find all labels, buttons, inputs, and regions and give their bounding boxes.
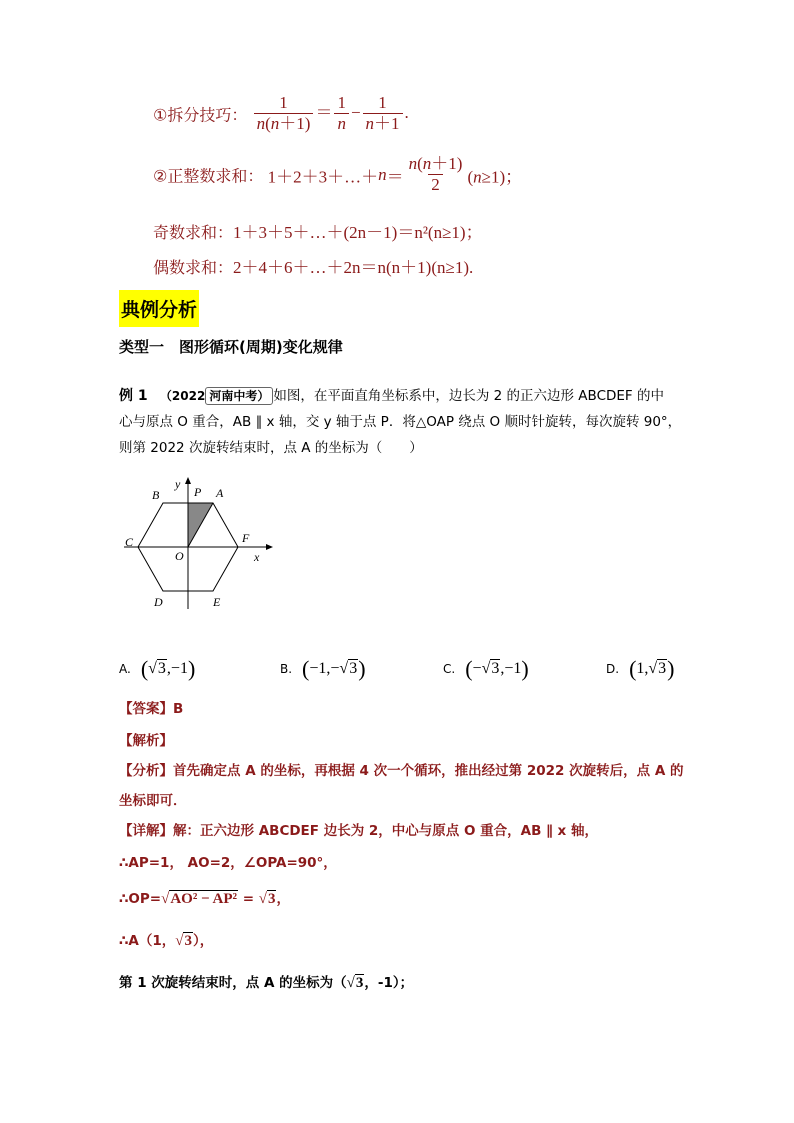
step-1: ∴AP=1， AO=2，∠OPA=90°，: [119, 855, 337, 871]
sqrt: √3: [346, 975, 364, 991]
label-a: A: [216, 486, 224, 500]
hexagon-figure: [118, 474, 278, 614]
fraction: $\frac{1}{n}$: [334, 94, 349, 134]
formula-body: 1＋3＋5＋…＋(2n－1)＝n²(n≥1)；: [233, 223, 483, 242]
analysis-label: 【解析】: [119, 733, 173, 749]
section-heading: 典例分析: [119, 290, 199, 327]
example-label: 例 1: [119, 388, 148, 404]
formula-lhs: 1＋2＋3＋…＋: [267, 167, 379, 187]
answer-value: B: [173, 701, 184, 717]
fenxi-text: 坐标即可．: [119, 793, 187, 809]
formula-label: 偶数求和：: [153, 258, 234, 277]
step-3: ∴A（1，√3），: [119, 928, 213, 954]
sqrt: √3: [481, 660, 500, 677]
formula-odd-sum: [153, 218, 483, 243]
label-p: P: [194, 485, 202, 499]
question-line: 心与原点 O 重合，AB ∥ x 轴，交 y 轴于点 P．将△OAP 绕点 O 顺时针旋转，每次旋转 90°，: [119, 414, 682, 430]
option-c[interactable]: C. (−√3,−1): [443, 656, 529, 681]
question-line: 如图，在平面直角坐标系中，边长为 2 的正六边形 ABCDEF 的中: [273, 388, 664, 404]
fraction: $\frac{1}{n(n+1)}$: [254, 94, 314, 134]
x-axis-arrow: [266, 544, 273, 550]
label-d: D: [154, 595, 163, 609]
question-line: 则第 2022 次旋转结束时，点 A 的坐标为（ ）: [119, 440, 423, 456]
analysis-fenxi: [119, 756, 699, 816]
option-key: C.: [443, 662, 456, 676]
fenxi-label: 【分析】: [119, 763, 173, 779]
option-b[interactable]: B. (−1,−√3): [280, 656, 366, 681]
answer-label: 【答案】: [119, 701, 173, 717]
option-key: D.: [606, 662, 620, 676]
formula-even-sum: [153, 253, 473, 278]
option-key: A.: [119, 662, 131, 676]
step-4: 第 1 次旋转结束时，点 A 的坐标为（√3，-1）；: [119, 970, 413, 996]
fraction: $\frac{1}{n+1}$: [363, 94, 403, 134]
sqrt: √3: [148, 660, 166, 677]
detail-label: 【详解】: [119, 823, 173, 839]
source-badge: 河南中考）: [205, 387, 273, 405]
sqrt: √3: [175, 933, 192, 949]
label-c: C: [125, 535, 134, 549]
fenxi-text: 首先确定点 A 的坐标，再根据 4 次一个循环，推出经过第 2022 次旋转后，点 A 的: [173, 763, 684, 779]
formula-label: ①拆分技巧：: [153, 105, 248, 125]
step-2: ∴OP=√AO² − AP² = √3，: [119, 886, 290, 912]
sqrt: √3: [339, 660, 358, 677]
detail-text: 解：正六边形 ABCDEF 边长为 2，中心与原点 O 重合，AB ∥ x 轴，: [173, 823, 598, 839]
formula-split-technique: ①拆分技巧： $\frac{1}{n(n+1)}$ ＝ $\frac{1}{n}$ − $\frac{1}{n+1}$ .: [153, 93, 409, 133]
label-o: O: [175, 549, 184, 563]
formula-label: 奇数求和：: [153, 223, 234, 242]
label-f: F: [242, 531, 250, 545]
fraction: $\frac{n(n+1)}{2}$: [408, 154, 463, 194]
example-question: [119, 383, 699, 461]
sqrt: √3: [258, 891, 276, 907]
option-key: B.: [280, 662, 293, 676]
sqrt: √AO² − AP²: [161, 891, 238, 907]
formula-label: ②正整数求和：: [153, 166, 264, 186]
formula-positive-integer-sum: ②正整数求和： 1＋2＋3＋…＋n＝ $\frac{n(n+1)}{2}$ (n≥1)；: [153, 154, 523, 194]
option-d[interactable]: D. (1,√3): [606, 656, 675, 681]
label-b: B: [152, 488, 160, 502]
option-a[interactable]: A. (√3,−1): [119, 656, 196, 681]
label-x: x: [254, 550, 260, 564]
analysis-detail: [119, 818, 699, 844]
label-y: y: [175, 477, 181, 491]
example-year: （2022: [159, 389, 206, 403]
label-e: E: [213, 595, 221, 609]
type-title: 类型一 图形循环(周期)变化规律: [119, 338, 343, 356]
y-axis-arrow: [185, 477, 191, 484]
sqrt: √3: [648, 660, 667, 677]
answer-line: [119, 697, 183, 717]
formula-body: 2＋4＋6＋…＋2n＝n(n＋1)(n≥1).: [233, 258, 474, 277]
